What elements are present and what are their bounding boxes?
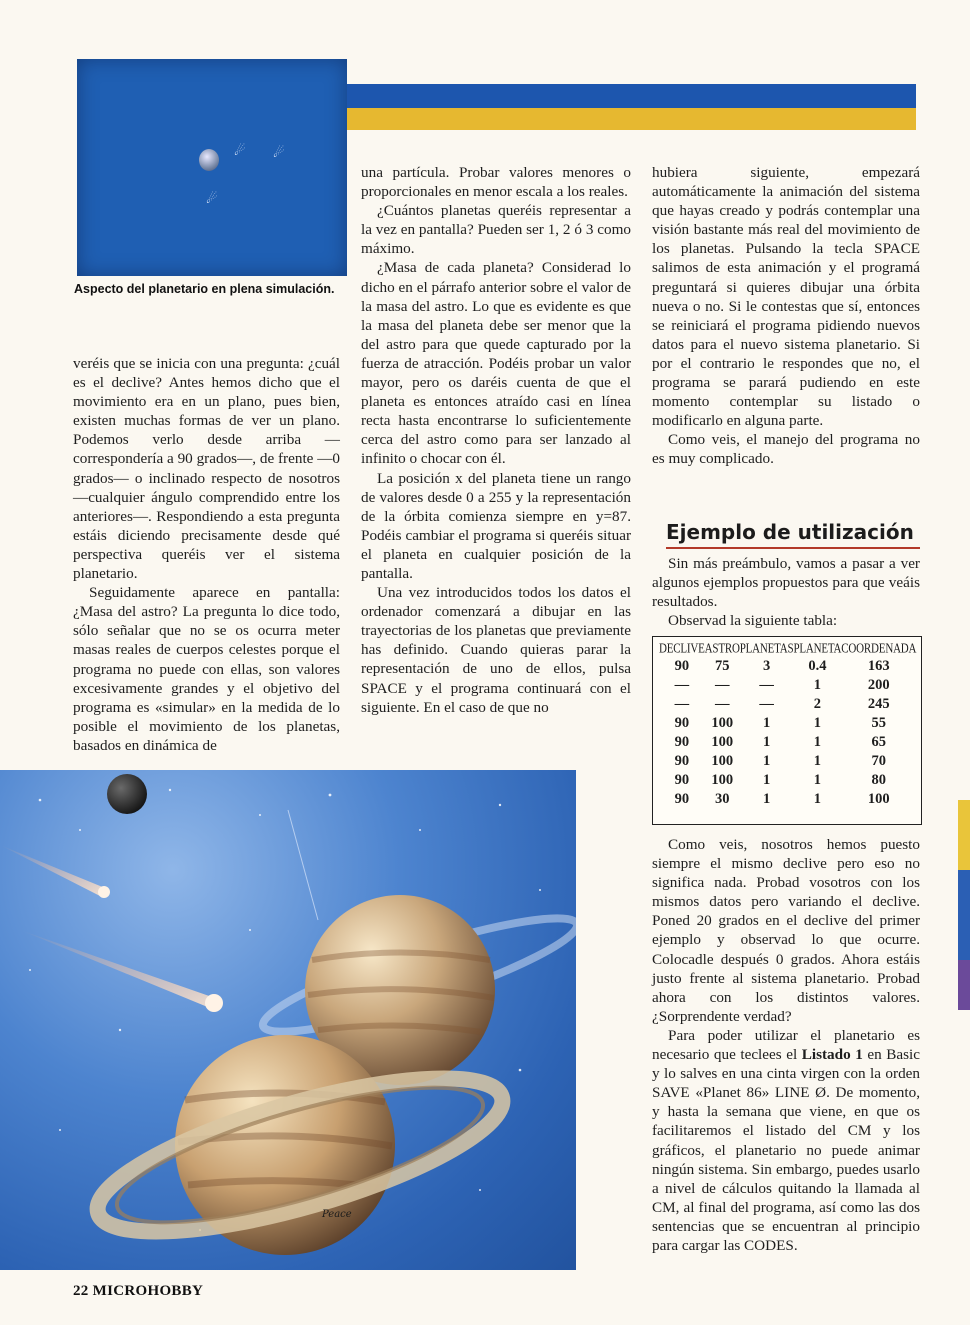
table-cell: — <box>674 677 690 693</box>
table-header: PLANETAS <box>739 641 794 657</box>
star-sprite <box>199 149 219 171</box>
planet-sprite: ☄ <box>206 192 218 207</box>
table-cell: — <box>759 696 774 712</box>
comet <box>0 845 105 896</box>
section-intro <box>652 554 920 630</box>
table-cell: 65 <box>871 734 887 750</box>
table-row <box>659 657 916 676</box>
shooting-star <box>288 810 318 920</box>
table-cell: 90 <box>674 753 690 769</box>
table-row <box>659 752 916 771</box>
text-run: en Basic y lo salves en una cinta virgen con la orden SAVE «Planet 86» LINE Ø. De momento, y hasta la semana que viene, en que os facilitaremos el listado del CM y los gráficos, el planetario no puede animar ningún sistema. Sin embargo, puedes usarlo a nivel de cálculos quitando la llamada al CM, al final del programa, así como las dos sentencias que se encuentran al principio para cargar las CODES. <box>652 1046 920 1254</box>
paragraph: hubiera siguiente, empezará automáticamente la animación del sistema que hayas creado y podrás contemplar una visión bastante más real del movimiento de los planetas. Pulsando la tecla SPACE salimos de esta animación y el programá preguntará si quieres dibujar una órbita nueva o no. Si le contestas que sí, entonces se reiniciará el programa pidiendo nuevos datos para el nuevo sistema planetario. Si por el contrario le respondes que no, el programa se parará pudiendo en este momento contemplar su listado o modificarlo en alguna parte. <box>652 164 920 430</box>
planet-sprite: ☄ <box>273 146 285 161</box>
table-cell: — <box>714 696 730 712</box>
table-row <box>659 790 916 809</box>
edge-strip-purple <box>958 960 970 1010</box>
table-cell: 3 <box>762 658 771 674</box>
table-cell: 1 <box>813 753 821 769</box>
text-column-1 <box>73 354 340 755</box>
dark-moon <box>107 774 147 814</box>
paragraph <box>652 1026 920 1255</box>
header-stripe-gold <box>347 108 916 130</box>
example-table <box>652 636 922 825</box>
table-cell: 90 <box>674 734 690 750</box>
table-cell: 1 <box>762 791 771 807</box>
table-header: COORDENADA <box>841 641 917 657</box>
table-cell: 55 <box>871 715 887 731</box>
table-cell: 100 <box>711 734 734 750</box>
paragraph: veréis que se inicia con una pregunta: ¿cuál es el declive? Antes hemos dicho que el movimiento era en un plano, pues bien, existen muchas formas de ver un plano. Podemos verlo desde arriba —correspondería a 90 grados—, de frente —0 grados— o inclinado respecto de nosotros —cualquier ángulo comprendido entre los anteriores—. Respondiendo a esta pregunta estáis diciendo precisamente desde qué perspectiva queréis ver el sistema planetario. <box>73 355 340 583</box>
table-cell: 100 <box>711 715 734 731</box>
table-cell: 1 <box>813 791 821 807</box>
table-row <box>659 771 916 790</box>
paragraph: Observad la siguiente tabla: <box>668 612 838 630</box>
table-cell: 1 <box>813 677 821 693</box>
table-cell: 1 <box>813 772 821 788</box>
table-row <box>659 714 916 733</box>
text-column-3-continued <box>652 835 920 1255</box>
table-cell: — <box>759 677 774 693</box>
table-cell: 163 <box>867 658 890 674</box>
paragraph: Una vez introducidos todos los datos el ordenador comenzará a dibujar en las trayectorias de los planetas que previamente has definido. Cuando quieras parar la representación de uno de ellos, pulsa SPACE y el programa continuará con el siguiente. En el caso de que no <box>361 584 631 716</box>
paragraph: Como veis, nosotros hemos puesto siempre el mismo declive pero eso no significa nada. Probad vosotros con los mismos datos pero variando el declive. Poned 20 grados en el declive del primer ejemplo y observad lo que ocurre. Colocadle después 0 grados. Ahora estáis justo frente al sistema planetario. Probad ahora con los distintos valores. ¿Sorprendente verdad? <box>652 836 920 1025</box>
table-cell: — <box>714 677 730 693</box>
table-cell: 1 <box>762 734 771 750</box>
table-cell: 1 <box>813 734 821 750</box>
paragraph: Seguidamente aparece en pantalla: ¿Masa del astro? La pregunta lo dice todo, sólo señalar que no se os ocurra meter masas reales de cuerpos celestes porque el programa no puede con ellas, son valores excesivamente grandes y el objetivo del programa es «simular» en la medida de lo posible el movimiento de los planetas, basados en dinámica de <box>73 584 340 754</box>
table-cell: 1 <box>762 715 771 731</box>
text-run: Para poder utilizar el planetario es necesario que teclees el <box>652 1026 920 1064</box>
text-column-2 <box>361 163 631 717</box>
table-row <box>659 695 916 714</box>
table-cell: — <box>674 696 690 712</box>
table-cell: 75 <box>714 658 730 674</box>
table-cell: 90 <box>674 715 690 731</box>
table-cell: 90 <box>674 658 690 674</box>
section-heading: Ejemplo de utilización <box>666 520 920 549</box>
table-cell: 70 <box>871 753 887 769</box>
table-cell: 100 <box>867 791 890 807</box>
edge-strip-blue <box>958 870 970 960</box>
table-cell: 2 <box>813 696 821 712</box>
table-cell: 90 <box>674 791 690 807</box>
planet-sprite: ☄ <box>234 144 246 159</box>
paragraph: Como veis, el manejo del programa no es muy complicado. <box>652 431 920 468</box>
header-stripe-blue <box>347 84 916 108</box>
table-cell: 90 <box>674 772 690 788</box>
comet-head <box>98 886 110 898</box>
table-cell: 80 <box>871 772 887 788</box>
table-cell: 245 <box>867 696 890 712</box>
table-cell: 1 <box>762 753 771 769</box>
table-header-row <box>659 643 916 657</box>
comet <box>20 930 215 1008</box>
figure-caption: Aspecto del planetario en plena simulación. <box>74 282 335 296</box>
table-cell: 1 <box>813 715 821 731</box>
comet-head <box>205 994 223 1012</box>
table-cell: 0.4 <box>808 658 827 674</box>
page-footer: 22 MICROHOBBY <box>73 1283 204 1299</box>
edge-strip-yellow <box>958 800 970 870</box>
table-cell: 100 <box>711 753 734 769</box>
text-column-3 <box>652 163 920 469</box>
table-row <box>659 676 916 695</box>
paragraph: una partícula. Probar valores menores o proporcionales en menor escala a los reales. <box>361 164 631 201</box>
table-cell: 1 <box>762 772 771 788</box>
artist-signature: Peace <box>322 1209 352 1220</box>
table-cell: 100 <box>711 772 734 788</box>
space-illustration <box>0 770 576 1270</box>
table-row <box>659 733 916 752</box>
space-illustration-svg <box>0 770 576 1270</box>
paragraph: ¿Masa de cada planeta? Considerad lo dicho en el párrafo anterior sobre el valor de la masa del astro. Lo que es evidente es que la masa del planeta debe ser menor que la del astro para que quede capturado por la fuerza de atracción. Podéis probar un valor mayor, pero os daréis cuenta de que el planeta es entonces atraído casi en línea recta hasta encontrarse lo suficientemente cerca del astro como para ser lanzado al infinito o chocar con él. <box>361 259 631 468</box>
table-header: DECLIVE <box>659 641 705 657</box>
table-header: ASTRO <box>704 641 740 657</box>
paragraph: ¿Cuántos planetas queréis representar a la vez en pantalla? Pueden ser 1, 2 ó 3 como máximo. <box>361 202 631 258</box>
table-header: PLANETA <box>793 641 842 657</box>
paragraph: La posición x del planeta tiene un rango de valores desde 0 a 255 y la representación de la órbita comienza siempre en y=87. Podéis cambiar el programa si queréis situar el planeta en cualquier posición de la pantalla. <box>361 469 631 582</box>
paragraph: Sin más preámbulo, vamos a pasar a ver algunos ejemplos propuestos para que veáis resultados. <box>652 555 920 611</box>
table-cell: 30 <box>714 791 730 807</box>
planetarium-screenshot <box>77 59 347 276</box>
listing-reference: Listado 1 <box>801 1046 863 1064</box>
table-cell: 200 <box>867 677 890 693</box>
